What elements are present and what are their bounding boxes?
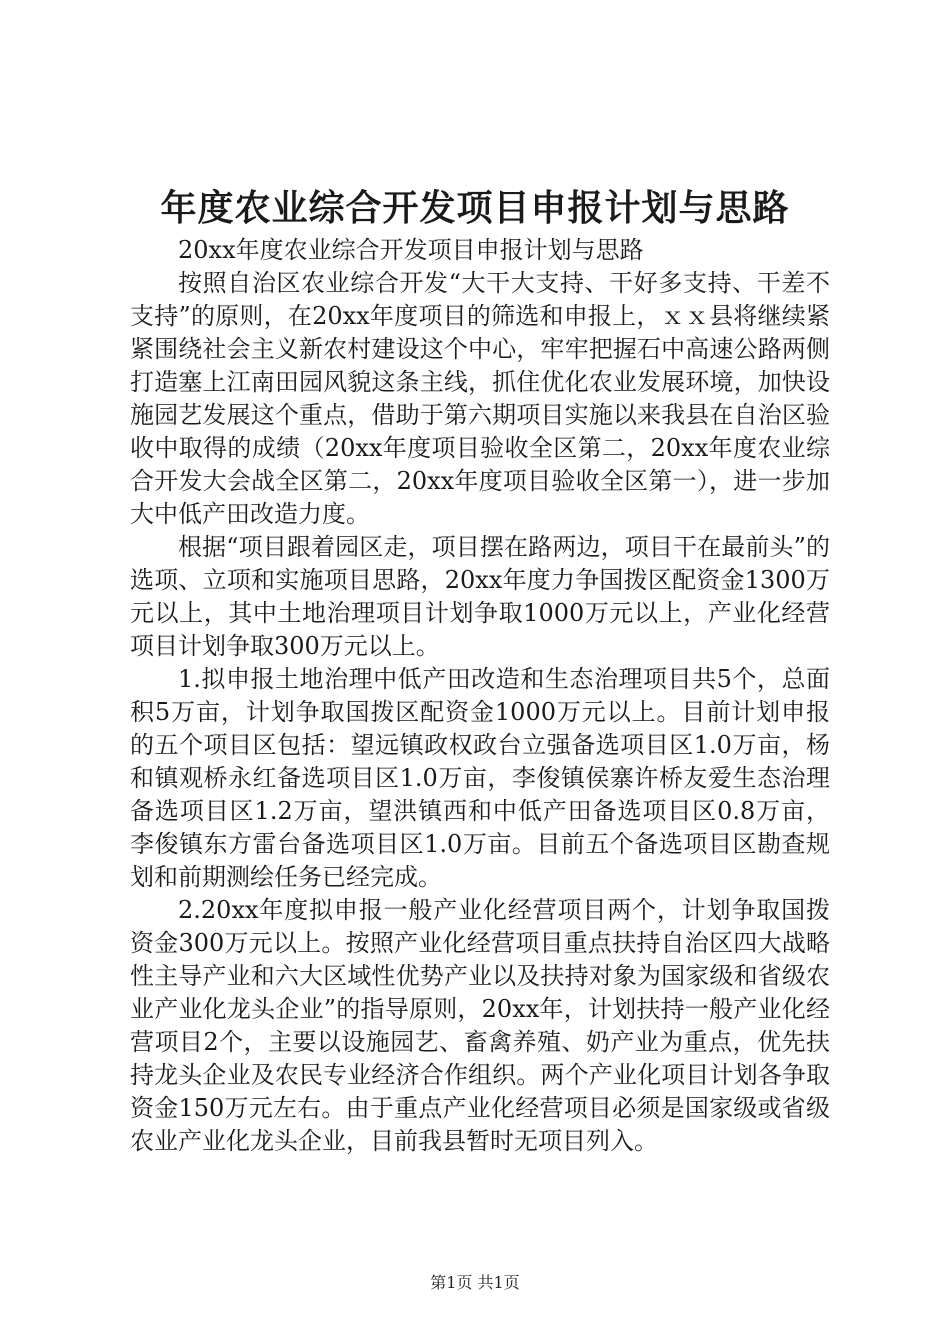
document-body xyxy=(130,234,830,1158)
paragraph-funding-goal: 根据“项目跟着园区走，项目摆在路两边，项目干在最前头”的选项、立项和实施项目思路，20xx年度力争国拨区配资金1300万元以上，其中土地治理项目计划争取1000万元以上，产业化经营项目计划争取300万元以上。 xyxy=(130,533,830,660)
paragraph-principle: 按照自治区农业综合开发“大干大支持、干好多支持、干差不支持”的原则，在20xx年度项目的筛选和申报上，ｘｘ县将继续紧紧围绕社会主义新农村建设这个中心，牢牢把握石中高速公路两侧打造塞上江南田园风貌这条主线，抓住优化农业发展环境，加快设施园艺发展这个重点，借助于第六期项目实施以来我县在自治区验收中取得的成绩（20xx年度项目验收全区第二，20xx年度农业综合开发大会战全区第二，20xx年度项目验收全区第一），进一步加大中低产田改造力度。 xyxy=(130,269,830,528)
page-footer: 第1页 共1页 xyxy=(430,1273,520,1292)
paragraph-industry-projects: 2.20xx年度拟申报一般产业化经营项目两个，计划争取国拨资金300万元以上。按照产业化经营项目重点扶持自治区四大战略性主导产业和六大区域性优势产业以及扶持对象为国家级和省级农业产业化龙头企业”的指导原则，20xx年，计划扶持一般产业化经营项目2个，主要以设施园艺、畜禽养殖、奶产业为重点，优先扶持龙头企业及农民专业经济合作组织。两个产业化项目计划各争取资金150万元左右。由于重点产业化经营项目必须是国家级或省级农业产业化龙头企业，目前我县暂时无项目列入。 xyxy=(130,896,830,1155)
paragraph-subtitle: 20xx年度农业综合开发项目申报计划与思路 xyxy=(178,236,644,264)
page-title: 年度农业综合开发项目申报计划与思路 xyxy=(160,187,790,229)
paragraph-land-projects: 1.拟申报土地治理中低产田改造和生态治理项目共5个，总面积5万亩，计划争取国拨区配资金1000万元以上。目前计划申报的五个项目区包括：望远镇政权政台立强备选项目区1.0万亩，杨和镇观桥永红备选项目区1.0万亩，李俊镇侯寨许桥友爱生态治理备选项目区1.2万亩，望洪镇西和中低产田备选项目区0.8万亩，李俊镇东方雷台备选项目区1.0万亩。目前五个备选项目区勘查规划和前期测绘任务已经完成。 xyxy=(130,665,830,891)
